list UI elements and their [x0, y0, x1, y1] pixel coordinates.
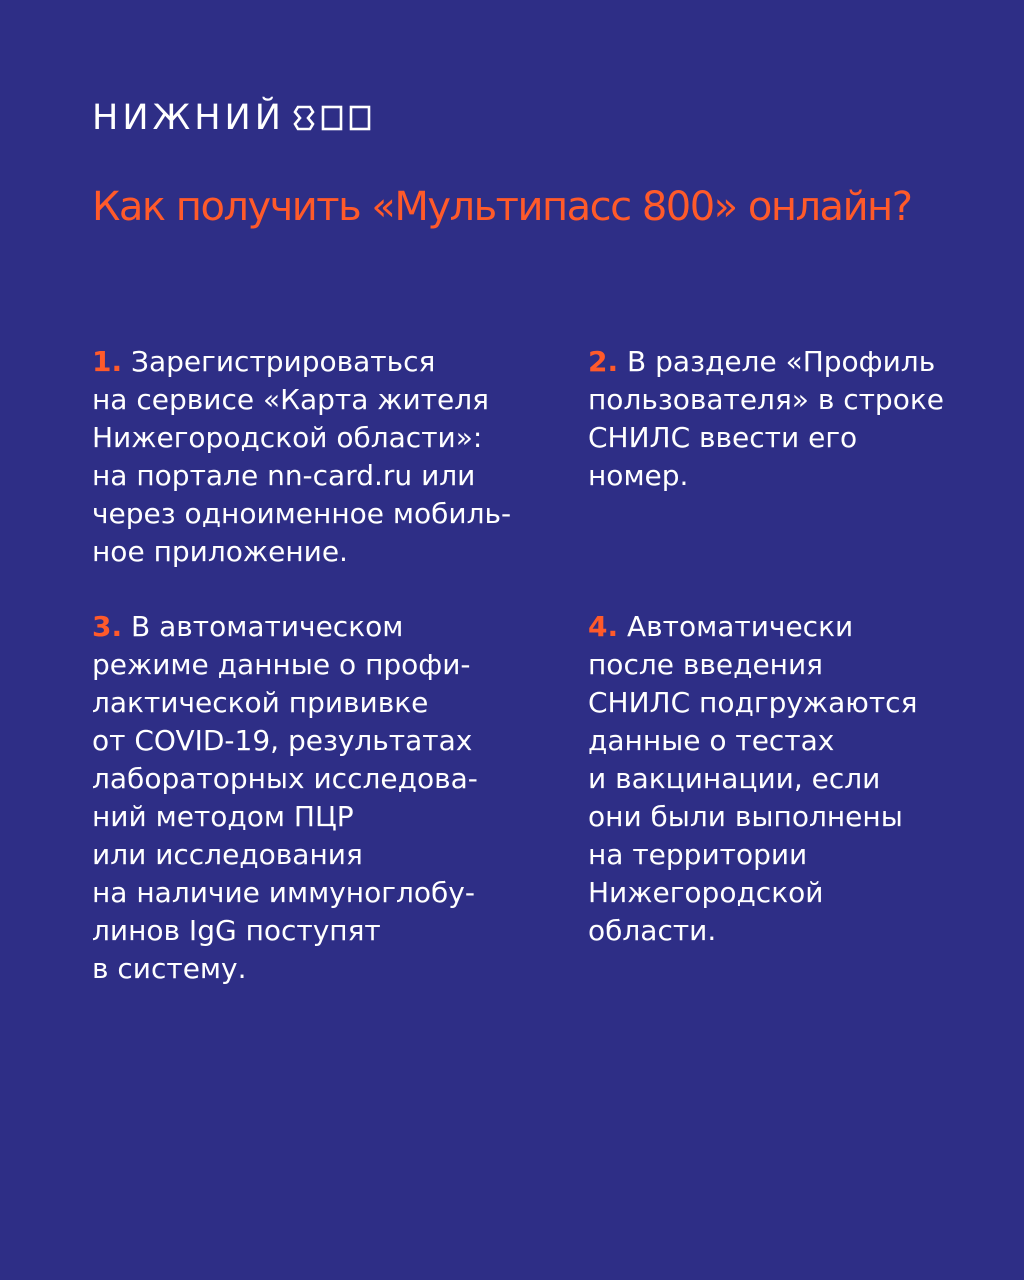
- step-number: 3.: [92, 610, 123, 643]
- page-title: Как получить «Мультипасс 800» онлайн?: [92, 184, 912, 230]
- logo-wordmark: НИЖНИЙ: [92, 98, 285, 138]
- step-3: [92, 608, 478, 988]
- logo-800-mark: [293, 105, 375, 131]
- step-text: В автоматическом режиме данные о профи- лактической прививке от COVID-19, результатах лабораторных исследова- ний методом ПЦР или исследования на наличие иммуноглобу- линов IgG поступят в систему.: [92, 610, 478, 985]
- logo: [92, 98, 375, 138]
- step-4: [588, 608, 917, 950]
- step-1: [92, 343, 511, 571]
- step-text: Автоматически после введения СНИЛС подгружаются данные о тестах и вакцинации, если они были выполнены на территории Нижегородской области.: [588, 610, 918, 947]
- step-2: [588, 343, 944, 495]
- step-number: 4.: [588, 610, 619, 643]
- step-number: 1.: [92, 345, 123, 378]
- step-text: Зарегистрироваться на сервисе «Карта жителя Нижегородской области»: на портале nn-card.ru или через одноименное мобиль- ное приложение.: [92, 345, 512, 568]
- step-number: 2.: [588, 345, 619, 378]
- step-text: В разделе «Профиль пользователя» в строке СНИЛС ввести его номер.: [588, 345, 944, 492]
- logo-800-icon: [293, 105, 375, 131]
